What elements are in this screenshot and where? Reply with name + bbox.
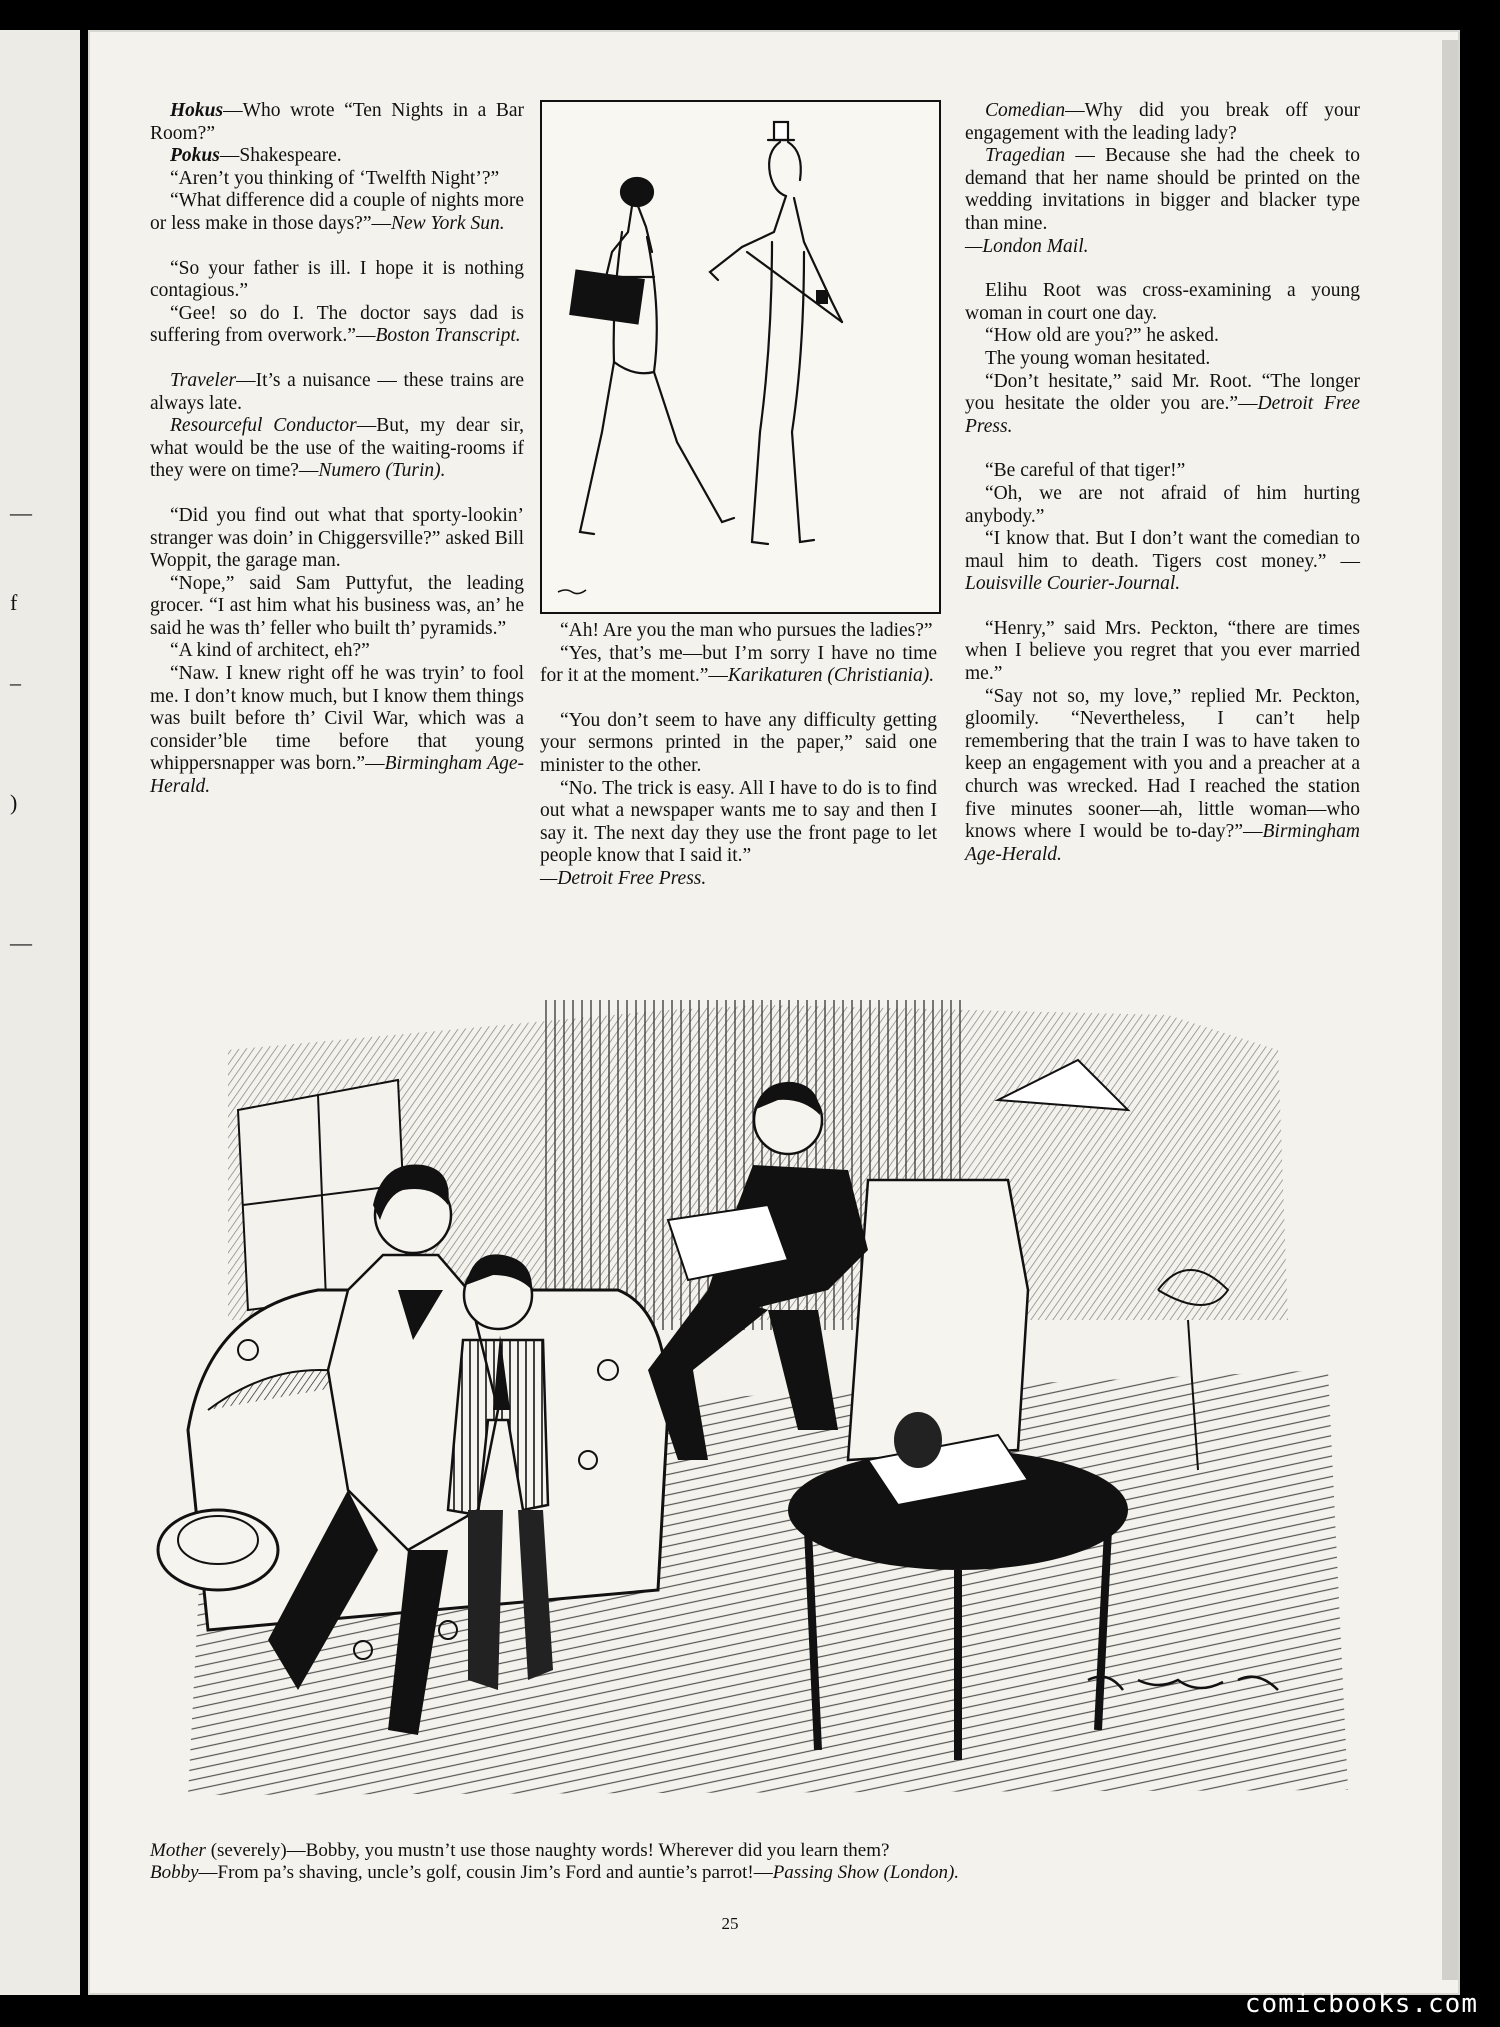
source-credit: Boston Transcript. — [375, 325, 521, 347]
facing-page-edge: — f ‒ ) — — [0, 30, 80, 1995]
joke-line: The young woman hesitated. — [985, 347, 1211, 369]
watermark: comicbooks.com — [1244, 1989, 1478, 2019]
source-credit: —Detroit Free Press. — [540, 867, 707, 889]
page-number: 25 — [721, 1914, 739, 1933]
caption-line: Mother (severely)—Bobby, you mustn’t use those naughty words! Wherever did you learn them? — [150, 1840, 890, 1861]
source-credit: Passing Show (London). — [772, 1862, 960, 1883]
text-column-left — [150, 100, 524, 799]
illustration-caption — [150, 1840, 1370, 1884]
source-credit: Karikaturen (Christiania). — [727, 665, 935, 687]
joke-line: “Don’t hesitate,” said Mr. Root. “The longer you hesitate the older you are.”—Detroit Free Press. — [965, 370, 1360, 437]
joke-line: “Nope,” said Sam Puttyfut, the leading grocer. “I ast him what his business was, an’ he said he was th’ feller who built th’ pyramids.” — [150, 572, 524, 639]
parlor-scene-drawing — [148, 990, 1360, 1805]
joke-line: Resourceful Conductor—But, my dear sir, what would be the use of the waiting-rooms if they were on time?—Numero (Turin). — [150, 415, 524, 482]
joke-line: Comedian—Why did you break off your engagement with the leading lady? — [965, 100, 1360, 144]
joke-line: “Oh, we are not afraid of him hurting anybody.” — [965, 482, 1360, 527]
family-parlor-illustration — [148, 990, 1360, 1805]
joke-line: “Say not so, my love,” replied Mr. Peckton, gloomily. “Nevertheless, I can’t help remembering that the train I was to have taken to keep an engagement with you and a preacher at a church was wrecked. Had I reached the station five minutes sooner—ah, little woman—who knows where I would be to-day?”—Birmingham Age-Herald. — [965, 685, 1360, 865]
text-column-middle — [540, 620, 937, 891]
joke-line: “How old are you?” he asked. — [985, 325, 1219, 347]
joke-line: “Naw. I knew right off he was tryin’ to fool me. I don’t know much, but I know them things was built before th’ Civil War, which was a consider’ble time before that young whippersnapper was born.”—Birmingham Age-Herald. — [150, 663, 524, 798]
joke-line: Tragedian — Because she had the cheek to demand that her name should be printed on the wedding invitations in bigger and blacker type than mine. — [965, 145, 1360, 234]
joke-line: “Aren’t you thinking of ‘Twelfth Night’?” — [170, 167, 500, 189]
source-credit: New York Sun. — [390, 212, 505, 234]
joke-line: “What difference did a couple of nights more or less make in those days?”—New York Sun. — [150, 190, 524, 234]
joke-line: “A kind of architect, eh?” — [170, 640, 370, 662]
joke-line: Hokus—Who wrote “Ten Nights in a Bar Room?” — [150, 100, 524, 144]
source-credit: Numero (Turin). — [318, 460, 446, 482]
page-spine-edge — [1442, 40, 1458, 1980]
joke-line: “Yes, that’s me—but I’m sorry I have no time for it at the moment.”—Karikaturen (Christiania). — [540, 642, 937, 687]
joke-line: “Ah! Are you the man who pursues the ladies?” — [560, 620, 933, 641]
source-credit: —London Mail. — [965, 235, 1089, 257]
joke-line: “No. The trick is easy. All I have to do is to find out what a newspaper wants me to say and then I say it. The next day they use the front page to let people know that I said it.” — [540, 777, 937, 867]
source-credit: Louisville Courier-Journal. — [965, 573, 1181, 595]
joke-line: “I know that. But I don’t want the comedian to maul him to death. Tigers cost money.” — Louisville Courier-Journal. — [965, 528, 1360, 595]
joke-line: “Be careful of that tiger!” — [985, 460, 1186, 482]
joke-line: Pokus—Shakespeare. — [170, 145, 342, 167]
source-credit: Birmingham Age-Herald. — [965, 821, 1360, 865]
two-figures-sketch — [542, 102, 939, 612]
joke-line: “Gee! so do I. The doctor says dad is suffering from overwork.”—Boston Transcript. — [150, 302, 524, 347]
source-credit: Birmingham Age-Herald. — [150, 753, 524, 798]
sketch-cartoon-frame — [540, 100, 941, 614]
joke-line: Elihu Root was cross-examining a young woman in court one day. — [965, 280, 1360, 324]
caption-line: Bobby—From pa’s shaving, uncle’s golf, cousin Jim’s Ford and auntie’s parrot!—Passing Show (London). — [150, 1862, 960, 1883]
joke-line: Traveler—It’s a nuisance — these trains are always late. — [150, 369, 524, 414]
joke-line: “Did you find out what that sporty-lookin’ stranger was doin’ in Chiggersville?” asked Bill Woppit, the garage man. — [150, 504, 524, 572]
joke-line: “So your father is ill. I hope it is nothing contagious.” — [150, 257, 524, 302]
text-column-right — [965, 100, 1360, 866]
source-credit: Detroit Free Press. — [965, 393, 1360, 437]
joke-line: “You don’t seem to have any difficulty getting your sermons printed in the paper,” said one minister to the other. — [540, 709, 937, 776]
joke-line: “Henry,” said Mrs. Peckton, “there are times when I believe you regret that you ever married me.” — [965, 617, 1360, 685]
